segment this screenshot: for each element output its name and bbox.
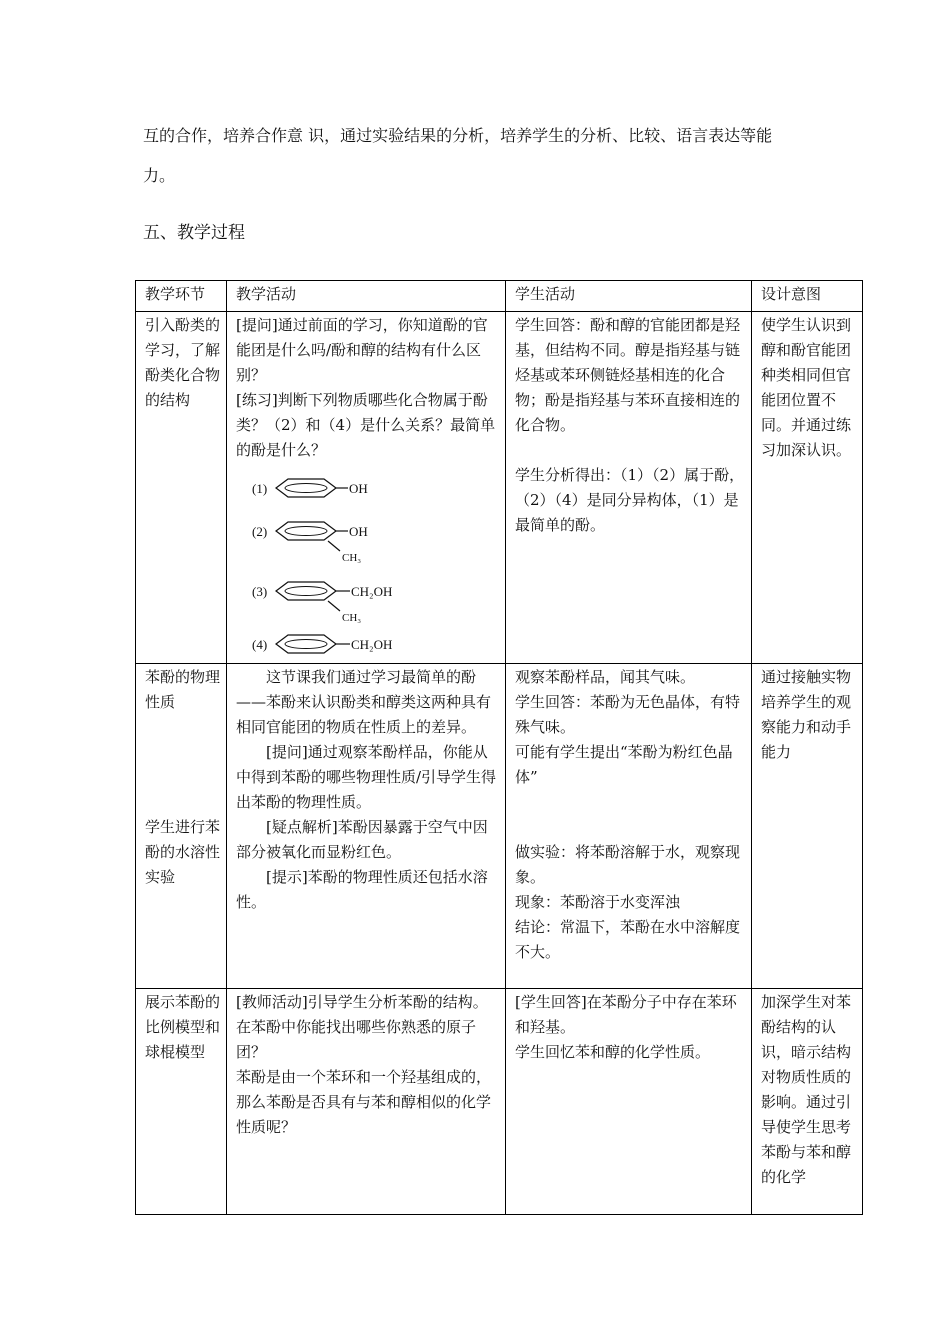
row1-teacher-p2: [练习]判断下列物质哪些化合物属于酚类？（2）和（4）是什么关系？最简单的酚是什么？: [236, 391, 496, 459]
row2-student-p4: 做实验：将苯酚溶解于水，观察现象。: [515, 843, 741, 886]
intro-paragraph: [143, 116, 833, 196]
structure-1-label: (1): [252, 481, 268, 496]
row2-student-p2: 学生回答：苯酚为无色晶体，有特殊气味。: [515, 693, 741, 736]
header-teacher-activity: 教学活动: [227, 281, 506, 312]
intro-line-2: 力。: [143, 166, 176, 185]
row1-student-p2: 学生分析得出：（1）（2）属于酚，（2）（4）是同分异构体，（1）是最简单的酚。: [515, 466, 745, 534]
row2-student-p3: 可能有学生提出“苯酚为粉红色晶体”: [515, 743, 733, 786]
row2-student-p5: 现象：苯酚溶于水变浑浊: [515, 893, 681, 911]
structure-4-label: (4): [252, 637, 268, 652]
row1-student-p1: 学生回答：酚和醇的官能团都是羟基，但结构不同。醇是指羟基与链烃基或苯环侧链烃基相连的化合物；酚是指羟基与苯环直接相连的化合物。: [515, 316, 741, 434]
structure-2-label: (2): [252, 524, 268, 539]
structure-3-label: (3): [252, 584, 268, 599]
header-design-intent: 设计意图: [752, 281, 863, 312]
structure-3-sub: CH₃: [342, 612, 362, 624]
row2-teacher-p3: [疑点解析]苯酚因暴露于空气中因部分被氧化而显粉红色。: [236, 818, 488, 861]
row3-teacher-activity: [227, 989, 506, 1215]
row2-teacher-p1: 这节课我们通过学习最简单的酚——苯酚来认识酚类和醇类这两种具有相同官能团的物质在性质上的差异。: [236, 668, 492, 736]
row1-teacher-p1: [提问]通过前面的学习，你知道酚的官能团是什么吗/酚和醇的结构有什么区别？: [236, 316, 488, 384]
intro-line-1: 互的合作，培养合作意 识，通过实验结果的分析，培养学生的分析、比较、语言表达等能: [143, 126, 773, 145]
structure-1: [252, 479, 368, 497]
structure-2: [252, 522, 368, 564]
structure-3: [252, 582, 392, 624]
structure-4: [252, 635, 392, 653]
row3-teacher-p2: 苯酚是由一个苯环和一个羟基组成的，那么苯酚是否具有与苯和醇相似的化学性质呢？: [236, 1068, 492, 1136]
row3-student-activity: [506, 989, 752, 1215]
row1-stage: 引入酚类的学习，了解酚类化合物的结构: [136, 312, 227, 664]
header-student-activity: 学生活动: [506, 281, 752, 312]
row2-student-p1: 观察苯酚样品，闻其气味。: [515, 668, 696, 686]
row2-teacher-activity: [227, 664, 506, 989]
row1-design-intent: 使学生认识到醇和酚官能团种类相同但官能团位置不同。并通过练习加深认识。: [752, 312, 863, 664]
table-row: [136, 664, 863, 989]
row2-student-p6: 结论：常温下，苯酚在水中溶解度不大。: [515, 918, 741, 961]
table-header-row: [136, 281, 863, 312]
row2-stage: [136, 664, 227, 989]
row3-student-p2: 学生回忆苯和醇的化学性质。: [515, 1043, 711, 1061]
row2-teacher-p4: [提示]苯酚的物理性质还包括水溶性。: [236, 868, 488, 911]
row1-teacher-activity: [227, 312, 506, 664]
structure-3-group: CH₂OH: [351, 584, 393, 599]
structure-4-group: CH₂OH: [351, 637, 393, 652]
structure-2-sub: CH₃: [342, 552, 362, 564]
structure-2-group: OH: [349, 524, 368, 539]
structure-1-group: OH: [349, 481, 368, 496]
teaching-process-table: [135, 280, 863, 1215]
row3-teacher-p1: [教师活动]引导学生分析苯酚的结构。在苯酚中你能找出哪些你熟悉的原子团？: [236, 993, 488, 1061]
row3-design-intent: 加深学生对苯酚结构的认识，暗示结构对物质性质的影响。通过引导使学生思考苯酚与苯和醇的化学: [752, 989, 863, 1215]
row1-student-activity: [506, 312, 752, 664]
row2-design-intent: 通过接触实物培养学生的观察能力和动手能力: [752, 664, 863, 989]
row3-stage: 展示苯酚的比例模型和球棍模型: [136, 989, 227, 1215]
row2-student-activity: [506, 664, 752, 989]
section-title: 五、教学过程: [143, 223, 245, 243]
row2-stage-1: 苯酚的物理性质: [145, 668, 221, 711]
row2-teacher-p2: [提问]通过观察苯酚样品，你能从中得到苯酚的哪些物理性质/引导学生得出苯酚的物理性质。: [236, 743, 497, 811]
row3-student-p1: [学生回答]在苯酚分子中存在苯环和羟基。: [515, 993, 737, 1036]
row2-stage-2: 学生进行苯酚的水溶性实验: [145, 818, 221, 886]
table-row: [136, 989, 863, 1215]
phenol-structures-figure: [236, 469, 426, 659]
table-row: [136, 312, 863, 664]
header-stage: 教学环节: [136, 281, 227, 312]
